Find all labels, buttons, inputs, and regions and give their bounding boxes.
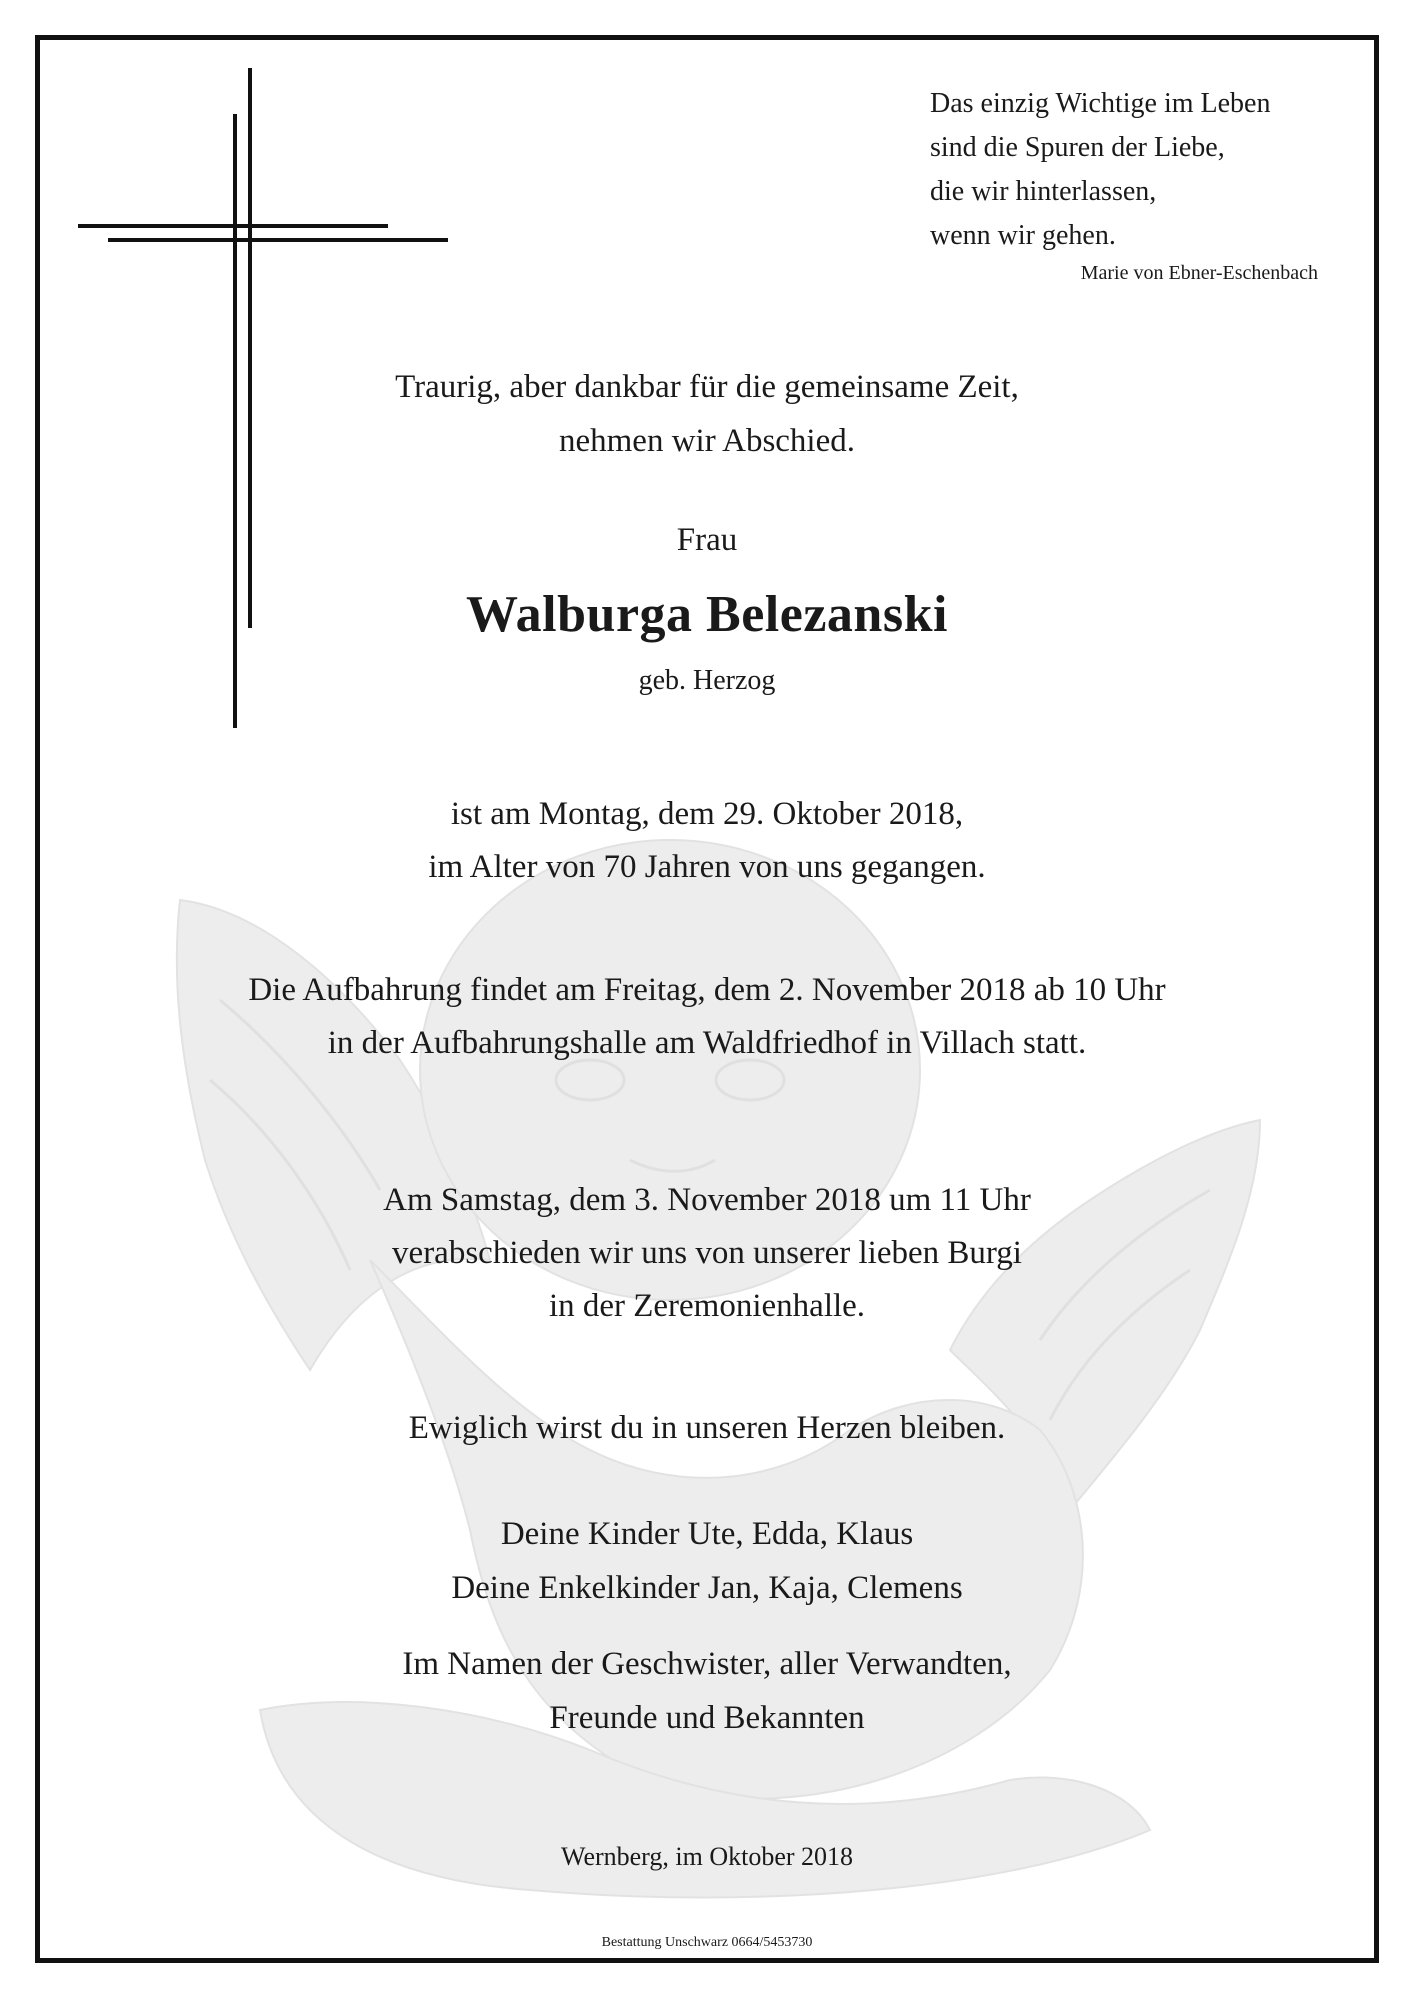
intro-text [0, 360, 1414, 468]
quote-line: die wir hinterlassen, [930, 176, 1157, 207]
quote-line: sind die Spuren der Liebe, [930, 132, 1225, 163]
service-line: verabschieden wir uns von unserer lieben Burgi [392, 1235, 1022, 1271]
death-notice-line: im Alter von 70 Jahren von uns gegangen. [428, 849, 986, 885]
memorial-quote [930, 82, 1350, 258]
place-date: Wernberg, im Oktober 2018 [560, 1842, 854, 1871]
intro-line: nehmen wir Abschied. [558, 423, 856, 459]
wake-notice [0, 964, 1414, 1070]
mourners-extended-line: Freunde und Bekannten [549, 1700, 865, 1736]
service-line: in der Zeremonienhalle. [548, 1288, 866, 1324]
mourners-children: Deine Kinder Ute, Edda, Klaus [500, 1516, 914, 1552]
death-notice [0, 788, 1414, 894]
death-notice-line: ist am Montag, dem 29. Oktober 2018, [450, 796, 964, 832]
closing-sentence: Ewiglich wirst du in unseren Herzen bleiben. [408, 1410, 1006, 1446]
mourners-family [0, 1507, 1414, 1615]
quote-line: Das einzig Wichtige im Leben [930, 88, 1271, 119]
mourners-extended-line: Im Namen der Geschwister, aller Verwandten, [402, 1646, 1012, 1682]
quote-line: wenn wir gehen. [930, 220, 1116, 251]
cross-horizontal-line-top [78, 224, 388, 228]
intro-line: Traurig, aber dankbar für die gemeinsame Zeit, [395, 369, 1019, 405]
cross-horizontal-line-bottom [108, 238, 448, 242]
undertaker-credit: Bestattung Unschwarz 0664/5453730 [601, 1935, 813, 1950]
deceased-name: Walburga Belezanski [466, 586, 948, 643]
service-notice [0, 1174, 1414, 1333]
salutation: Frau [676, 522, 738, 558]
service-line: Am Samstag, dem 3. November 2018 um 11 Uhr [383, 1182, 1031, 1218]
mourners-extended [0, 1637, 1414, 1745]
birth-name: geb. Herzog [638, 665, 776, 696]
wake-line: in der Aufbahrungshalle am Waldfriedhof in Villach statt. [327, 1025, 1087, 1061]
quote-author: Marie von Ebner-Eschenbach [1080, 262, 1318, 284]
mourners-grandchildren: Deine Enkelkinder Jan, Kaja, Clemens [451, 1570, 963, 1606]
wake-line: Die Aufbahrung findet am Freitag, dem 2. November 2018 ab 10 Uhr [248, 972, 1166, 1008]
